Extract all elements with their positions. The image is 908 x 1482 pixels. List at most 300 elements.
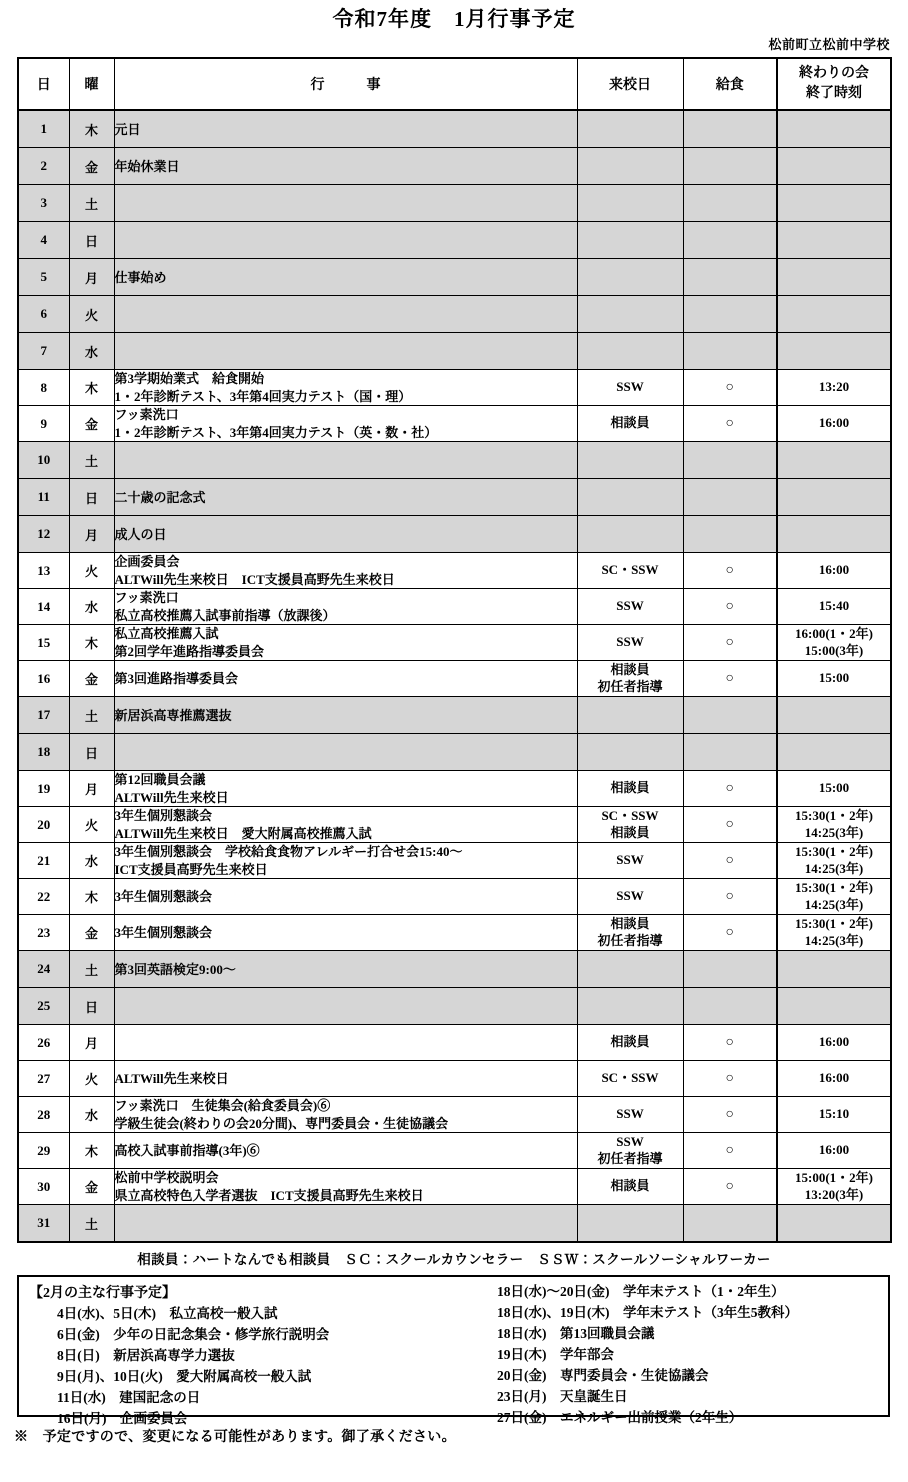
cell-endtime-line: 16:00(1・2年) [795,625,873,641]
february-item: 11日(水) 建国記念の日 [57,1389,201,1405]
cell-event [114,1205,577,1243]
cell-endtime [777,697,891,734]
cell-visit [577,697,683,734]
cell-event [114,479,577,516]
cell-event [114,951,577,988]
cell-event [114,1097,577,1133]
cell-day: 16 [18,661,69,697]
column-header-weekday: 曜 [69,58,114,110]
cell-weekday: 金 [69,661,114,697]
cell-event [114,843,577,879]
legend-text: 相談員：ハートなんでも相談員 ＳＣ：スクールカウンセラー ＳＳＷ：スクールソーシャルワーカー [137,1252,771,1268]
cell-day: 10 [18,442,69,479]
table-row [18,479,891,516]
cell-endtime-line: 16:00 [818,1070,850,1086]
cell-event-line: 私立高校推薦入試事前指導（放課後） [114,607,336,623]
school-name: 松前町立松前中学校 [768,37,890,53]
cell-weekday: 火 [69,553,114,589]
cell-visit-line: 相談員 [610,780,650,796]
cell-weekday: 月 [69,259,114,296]
table-row [18,1025,891,1061]
cell-visit [577,185,683,222]
cell-event-line: 年始休業日 [114,158,180,174]
cell-day: 8 [18,370,69,406]
cell-endtime [777,222,891,259]
cell-visit [577,406,683,442]
cell-event [114,771,577,807]
cell-lunch [683,185,777,222]
cell-endtime-line: 16:00 [818,415,850,431]
cell-day: 1 [18,110,69,148]
cell-endtime-line: 16:00 [818,562,850,578]
cell-weekday: 木 [69,370,114,406]
cell-lunch: ○ [683,1061,777,1097]
cell-event [114,734,577,771]
cell-endtime-line: 15:00(3年) [804,642,864,658]
cell-event-line: 3年生個別懇談会 [114,808,213,824]
cell-event-line: 第3回英語検定9:00〜 [114,961,236,977]
cell-weekday: 木 [69,879,114,915]
cell-lunch: ○ [683,771,777,807]
footer-note: ※ 予定ですので、変更になる可能性があります。御了承ください。 [14,1430,456,1446]
cell-event-line: ALTWill先生来校日 ICT支援員高野先生来校日 [114,571,395,587]
cell-weekday: 土 [69,697,114,734]
february-item: 18日(水)、19日(木) 学年末テスト（3年生5教科） [497,1305,798,1321]
cell-weekday: 木 [69,625,114,661]
cell-visit-line: 相談員 [610,1178,650,1194]
cell-visit-line: SSW [616,1106,644,1122]
table-row [18,988,891,1025]
table-row [18,1133,891,1169]
cell-weekday: 土 [69,1205,114,1243]
table-row [18,697,891,734]
february-item: 27日(金) エネルギー出前授業（2年生） [497,1409,743,1425]
cell-endtime-line: 14:25(3年) [804,824,864,840]
cell-event [114,516,577,553]
cell-weekday: 月 [69,516,114,553]
cell-visit-line: SSW [616,1133,644,1149]
cell-day: 22 [18,879,69,915]
cell-endtime [777,771,891,807]
cell-endtime-line: 13:20 [818,379,850,395]
cell-day: 6 [18,296,69,333]
february-item: 19日(木) 学年部会 [497,1346,614,1362]
cell-weekday: 金 [69,406,114,442]
cell-event [114,879,577,915]
cell-event-line: 学級生徒会(終わりの会20分間)、専門委員会・生徒協議会 [114,1115,449,1131]
cell-endtime-line: 15:00 [818,780,850,796]
cell-visit [577,1133,683,1169]
cell-endtime [777,370,891,406]
cell-endtime [777,516,891,553]
table-row [18,661,891,697]
cell-day: 29 [18,1133,69,1169]
cell-weekday: 金 [69,148,114,185]
cell-weekday: 日 [69,734,114,771]
table-row [18,951,891,988]
cell-visit [577,516,683,553]
cell-day: 4 [18,222,69,259]
cell-event-line: 第3回進路指導委員会 [114,671,239,687]
cell-day: 2 [18,148,69,185]
cell-endtime [777,915,891,951]
cell-day: 19 [18,771,69,807]
table-row [18,1061,891,1097]
table-row [18,185,891,222]
cell-visit [577,442,683,479]
cell-lunch: ○ [683,589,777,625]
cell-event-line: 高校入試事前指導(3年)⑥ [114,1143,260,1159]
cell-lunch: ○ [683,661,777,697]
cell-lunch: ○ [683,406,777,442]
cell-visit [577,259,683,296]
cell-visit [577,296,683,333]
cell-day: 11 [18,479,69,516]
cell-endtime [777,333,891,370]
table-row [18,296,891,333]
cell-endtime [777,442,891,479]
table-row [18,442,891,479]
cell-lunch: ○ [683,1025,777,1061]
february-item: 18日(水) 第13回職員会議 [497,1325,655,1341]
cell-endtime [777,406,891,442]
cell-endtime-line: 14:25(3年) [804,932,864,948]
cell-visit [577,988,683,1025]
cell-weekday: 金 [69,915,114,951]
cell-lunch: ○ [683,843,777,879]
page-title: 令和7年度 1月行事予定 [332,7,576,31]
cell-day: 27 [18,1061,69,1097]
cell-visit-line: SSW [616,379,644,395]
cell-event [114,1169,577,1205]
cell-lunch [683,988,777,1025]
cell-day: 9 [18,406,69,442]
cell-event [114,296,577,333]
cell-endtime [777,479,891,516]
cell-event-line: ALTWill先生来校日 愛大附属高校推薦入試 [114,825,372,841]
cell-event-line: 第3学期始業式 給食開始 [114,371,265,387]
cell-weekday: 月 [69,1025,114,1061]
cell-event [114,1133,577,1169]
table-header-row [18,58,891,110]
cell-event-line: 県立高校特色入学者選抜 ICT支援員高野先生来校日 [114,1187,424,1203]
column-header-endtime-line2: 終了時刻 [806,86,862,102]
cell-event [114,259,577,296]
table-row [18,370,891,406]
cell-endtime [777,879,891,915]
cell-endtime [777,1061,891,1097]
cell-endtime-line: 14:25(3年) [804,860,864,876]
cell-visit [577,553,683,589]
cell-endtime [777,951,891,988]
cell-day: 17 [18,697,69,734]
cell-visit-line: 初任者指導 [597,1150,663,1166]
cell-visit [577,589,683,625]
cell-endtime [777,259,891,296]
cell-lunch: ○ [683,879,777,915]
cell-day: 7 [18,333,69,370]
cell-endtime [777,589,891,625]
cell-lunch: ○ [683,553,777,589]
cell-event-line: 仕事始め [114,269,167,285]
cell-day: 18 [18,734,69,771]
cell-day: 14 [18,589,69,625]
cell-event [114,661,577,697]
cell-weekday: 水 [69,843,114,879]
cell-event [114,1061,577,1097]
cell-event-line: フッ素洗口 [114,590,179,606]
cell-visit [577,661,683,697]
cell-weekday: 水 [69,333,114,370]
cell-lunch: ○ [683,915,777,951]
cell-lunch [683,734,777,771]
cell-weekday: 日 [69,479,114,516]
cell-day: 3 [18,185,69,222]
cell-weekday: 土 [69,185,114,222]
cell-visit [577,879,683,915]
cell-weekday: 土 [69,442,114,479]
cell-event-line: フッ素洗口 生徒集会(給食委員会)⑥ [114,1098,331,1114]
cell-visit [577,148,683,185]
cell-day: 25 [18,988,69,1025]
cell-weekday: 月 [69,771,114,807]
table-row [18,1097,891,1133]
cell-visit [577,370,683,406]
table-row [18,807,891,843]
cell-weekday: 火 [69,1061,114,1097]
column-header-event: 行 事 [114,58,577,110]
cell-visit-line: SSW [616,852,644,868]
cell-event [114,370,577,406]
column-header-endtime [777,58,891,110]
cell-event [114,185,577,222]
cell-event [114,406,577,442]
cell-event-line: 第12回職員会議 [114,772,206,788]
cell-lunch: ○ [683,1097,777,1133]
cell-endtime-line: 15:30(1・2年) [795,807,873,823]
cell-endtime-line: 16:00 [818,1142,850,1158]
cell-lunch [683,697,777,734]
cell-visit [577,915,683,951]
cell-day: 30 [18,1169,69,1205]
february-left-column [57,1304,329,1430]
table-row [18,771,891,807]
cell-weekday: 火 [69,807,114,843]
cell-endtime-line: 16:00 [818,1034,850,1050]
table-row [18,110,891,148]
cell-endtime [777,148,891,185]
cell-event [114,807,577,843]
table-row [18,333,891,370]
cell-endtime [777,1169,891,1205]
cell-weekday: 火 [69,296,114,333]
column-header-lunch: 給食 [683,58,777,110]
cell-event-line: 1・2年診断テスト、3年第4回実力テスト（国・理） [114,388,412,404]
cell-endtime [777,1205,891,1243]
cell-endtime-line: 15:30(1・2年) [795,915,873,931]
cell-visit [577,951,683,988]
cell-event-line: 元日 [114,121,141,137]
cell-lunch [683,516,777,553]
cell-event-line: 3年生個別懇談会 [114,925,213,941]
cell-visit [577,1097,683,1133]
cell-weekday: 土 [69,951,114,988]
cell-endtime [777,734,891,771]
cell-day: 23 [18,915,69,951]
february-item: 20日(金) 専門委員会・生徒協議会 [497,1367,709,1383]
cell-visit [577,1205,683,1243]
cell-visit-line: 初任者指導 [597,932,663,948]
cell-endtime [777,625,891,661]
cell-weekday: 木 [69,1133,114,1169]
cell-event [114,915,577,951]
cell-event-line: 新居浜高専推薦選抜 [114,707,232,723]
cell-day: 26 [18,1025,69,1061]
cell-visit-line: 相談員 [610,415,650,431]
cell-visit-line: 相談員 [610,661,650,677]
cell-event-line: 3年生個別懇談会 [114,889,213,905]
cell-day: 15 [18,625,69,661]
february-item: 4日(水)、5日(木) 私立高校一般入試 [57,1306,278,1322]
cell-weekday: 水 [69,1097,114,1133]
cell-event-line: 成人の日 [114,526,167,542]
monthly-schedule-table [17,57,892,1243]
cell-event [114,1025,577,1061]
cell-endtime-line: 15:10 [818,1106,850,1122]
cell-endtime [777,296,891,333]
cell-visit [577,843,683,879]
table-row [18,1205,891,1243]
cell-endtime-line: 13:20(3年) [804,1186,864,1202]
column-header-endtime-line1: 終わりの会 [799,65,869,81]
february-schedule-box [17,1275,890,1426]
cell-visit-line: SSW [616,598,644,614]
cell-visit-line: 相談員 [610,1034,650,1050]
cell-endtime-line: 14:25(3年) [804,896,864,912]
cell-endtime [777,1097,891,1133]
cell-event-line: 二十歳の記念式 [114,489,206,505]
cell-event [114,110,577,148]
cell-lunch [683,333,777,370]
cell-event [114,222,577,259]
table-row [18,406,891,442]
column-header-day: 日 [18,58,69,110]
cell-endtime [777,110,891,148]
cell-lunch [683,479,777,516]
cell-event [114,589,577,625]
cell-weekday: 水 [69,589,114,625]
cell-endtime [777,553,891,589]
cell-event-line: フッ素洗口 [114,407,179,423]
cell-event [114,988,577,1025]
cell-event-line: ALTWill先生来校日 [114,1071,229,1087]
cell-day: 20 [18,807,69,843]
cell-visit-line: SSW [616,634,644,650]
cell-visit [577,110,683,148]
february-item: 9日(月)、10日(火) 愛大附属高校一般入試 [57,1368,312,1384]
cell-visit [577,771,683,807]
cell-event-line: 3年生個別懇談会 学校給食食物アレルギー打合せ会15:40〜 [114,844,463,860]
cell-visit-line: SC・SSW [601,807,659,823]
february-item: 6日(金) 少年の日記念集会・修学旅行説明会 [57,1327,330,1343]
cell-endtime-line: 15:00(1・2年) [795,1169,873,1185]
february-item: 23日(月) 天皇誕生日 [497,1388,628,1404]
cell-endtime-line: 15:30(1・2年) [795,843,873,859]
table-row [18,222,891,259]
cell-lunch [683,296,777,333]
table-body [18,110,891,1242]
cell-lunch [683,442,777,479]
table-row [18,589,891,625]
cell-visit [577,1061,683,1097]
cell-visit [577,1169,683,1205]
table-row [18,734,891,771]
table-row [18,516,891,553]
cell-event [114,553,577,589]
cell-event [114,148,577,185]
cell-day: 13 [18,553,69,589]
cell-endtime-line: 15:30(1・2年) [795,879,873,895]
cell-event-line: ALTWill先生来校日 [114,789,229,805]
february-right-column [497,1282,798,1428]
cell-visit [577,734,683,771]
cell-visit [577,807,683,843]
cell-day: 31 [18,1205,69,1243]
february-item: 16日(月) 企画委員会 [57,1410,188,1426]
column-header-visit: 来校日 [577,58,683,110]
table-row [18,1169,891,1205]
cell-lunch: ○ [683,1133,777,1169]
cell-weekday: 金 [69,1169,114,1205]
cell-endtime [777,185,891,222]
cell-endtime-line: 15:00 [818,670,850,686]
cell-weekday: 日 [69,222,114,259]
cell-weekday: 日 [69,988,114,1025]
cell-visit-line: SC・SSW [601,562,659,578]
cell-day: 5 [18,259,69,296]
cell-visit [577,625,683,661]
cell-event-line: 第2回学年進路指導委員会 [114,643,265,659]
cell-event [114,697,577,734]
calendar-table-wrapper [17,57,890,1243]
cell-day: 12 [18,516,69,553]
table-row [18,553,891,589]
cell-lunch: ○ [683,370,777,406]
cell-event [114,442,577,479]
table-row [18,843,891,879]
cell-lunch [683,222,777,259]
cell-lunch [683,148,777,185]
cell-lunch [683,259,777,296]
cell-event-line: 1・2年診断テスト、3年第4回実力テスト（英・数・社） [114,424,438,440]
cell-event [114,625,577,661]
cell-visit [577,222,683,259]
cell-visit-line: 相談員 [610,824,650,840]
table-row [18,625,891,661]
cell-visit-line: SC・SSW [601,1070,659,1086]
cell-endtime-line: 15:40 [818,598,850,614]
cell-day: 28 [18,1097,69,1133]
cell-endtime [777,807,891,843]
cell-lunch [683,951,777,988]
table-row [18,148,891,185]
cell-endtime [777,1025,891,1061]
cell-visit [577,333,683,370]
cell-lunch: ○ [683,1169,777,1205]
cell-visit [577,1025,683,1061]
cell-endtime [777,661,891,697]
cell-weekday: 木 [69,110,114,148]
